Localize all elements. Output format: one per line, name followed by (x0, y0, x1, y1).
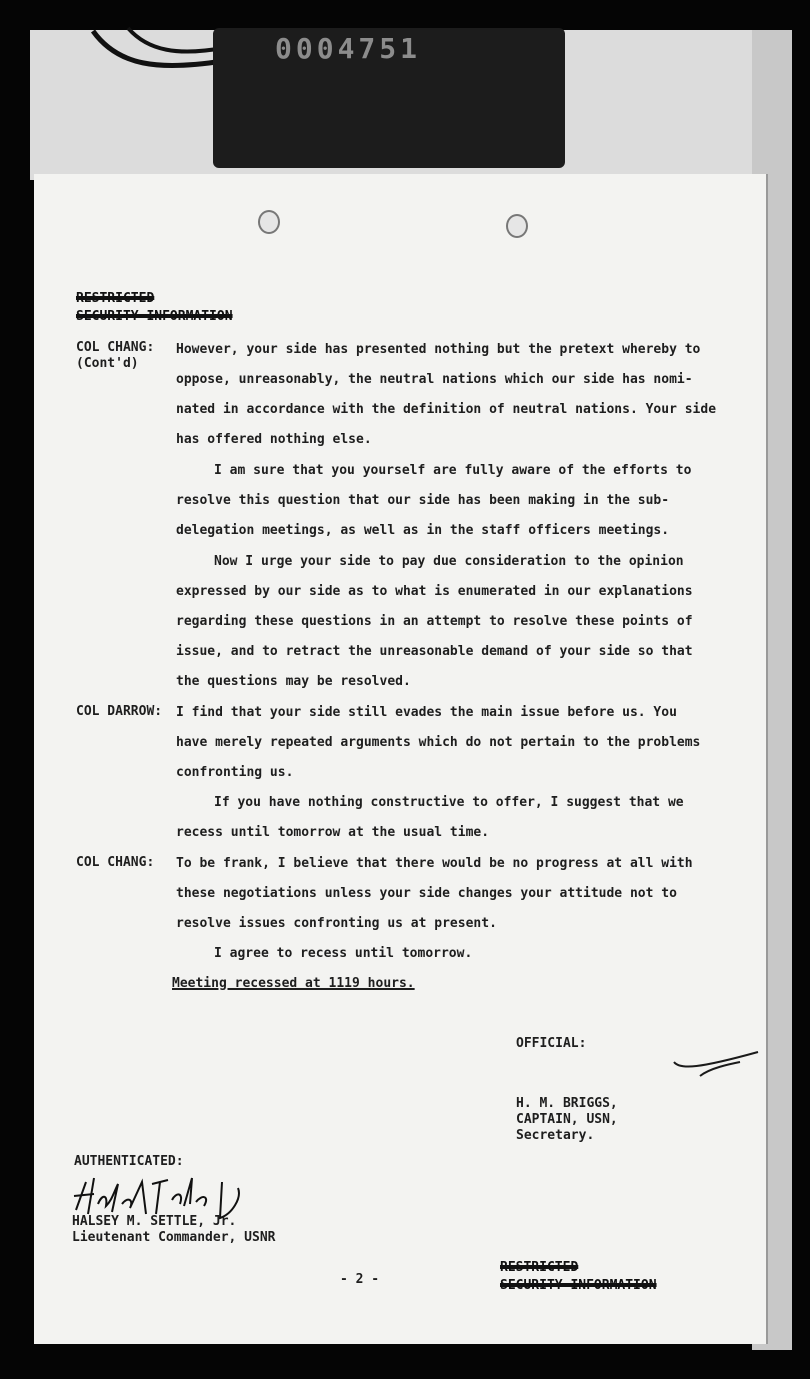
body-line: nated in accordance with the definition of neutral nations. Your side (176, 402, 717, 417)
body-line: confronting us. (176, 765, 294, 780)
body-line: have merely repeated arguments which do not pertain to the problems (176, 735, 701, 750)
speaker-label: COL CHANG: (76, 340, 155, 355)
classification-stamp-top: RESTRICTED (76, 291, 155, 306)
meeting-recessed-line: Meeting recessed at 1119 hours. (172, 976, 415, 991)
body-line: recess until tomorrow at the usual time. (176, 825, 490, 840)
body-line: To be frank, I believe that there would be no progress at all with (176, 856, 693, 871)
speaker-label: COL DARROW: (76, 704, 163, 719)
classification-stamp-top: SECURITY INFORMATION (76, 309, 233, 324)
body-line: If you have nothing constructive to offer, I suggest that we (214, 795, 684, 810)
body-line: oppose, unreasonably, the neutral nations which our side has nomi- (176, 372, 693, 387)
punch-hole (258, 210, 280, 234)
frame-counter-digits: 0004751 (275, 32, 422, 65)
page-number: - 2 - (340, 1272, 380, 1287)
authenticated-name: HALSEY M. SETTLE, Jr. (72, 1214, 237, 1229)
official-name: H. M. BRIGGS, (516, 1096, 618, 1111)
frame-counter-device (213, 28, 565, 168)
body-line: the questions may be resolved. (176, 674, 411, 689)
body-line: issue, and to retract the unreasonable demand of your side so that (176, 644, 693, 659)
body-line: I am sure that you yourself are fully aware of the efforts to (214, 463, 692, 478)
body-line: these negotiations unless your side changes your attitude not to (176, 886, 677, 901)
punch-hole (506, 214, 528, 238)
classification-stamp-bottom: RESTRICTED (500, 1260, 579, 1275)
official-label: OFFICIAL: (516, 1036, 587, 1051)
body-line: resolve this question that our side has been making in the sub- (176, 493, 670, 508)
body-line: delegation meetings, as well as in the staff officers meetings. (176, 523, 670, 538)
body-line: expressed by our side as to what is enumerated in our explanations (176, 584, 693, 599)
document-page (34, 174, 766, 1344)
body-line: resolve issues confronting us at present. (176, 916, 497, 931)
authenticated-rank: Lieutenant Commander, USNR (72, 1230, 276, 1245)
body-line: I find that your side still evades the main issue before us. You (176, 705, 677, 720)
official-rank: CAPTAIN, USN, (516, 1112, 618, 1127)
official-title: Secretary. (516, 1128, 595, 1143)
classification-stamp-bottom: SECURITY INFORMATION (500, 1278, 657, 1293)
speaker-label-cont: (Cont'd) (76, 356, 139, 371)
body-line: regarding these questions in an attempt to resolve these points of (176, 614, 693, 629)
speaker-label: COL CHANG: (76, 855, 155, 870)
authenticated-label: AUTHENTICATED: (74, 1154, 184, 1169)
body-line: Now I urge your side to pay due consideration to the opinion (214, 554, 684, 569)
body-line: has offered nothing else. (176, 432, 372, 447)
body-line: I agree to recess until tomorrow. (214, 946, 473, 961)
pen-mark (670, 1040, 766, 1080)
cable-shadow (88, 26, 228, 86)
body-line: However, your side has presented nothing but the pretext whereby to (176, 342, 701, 357)
